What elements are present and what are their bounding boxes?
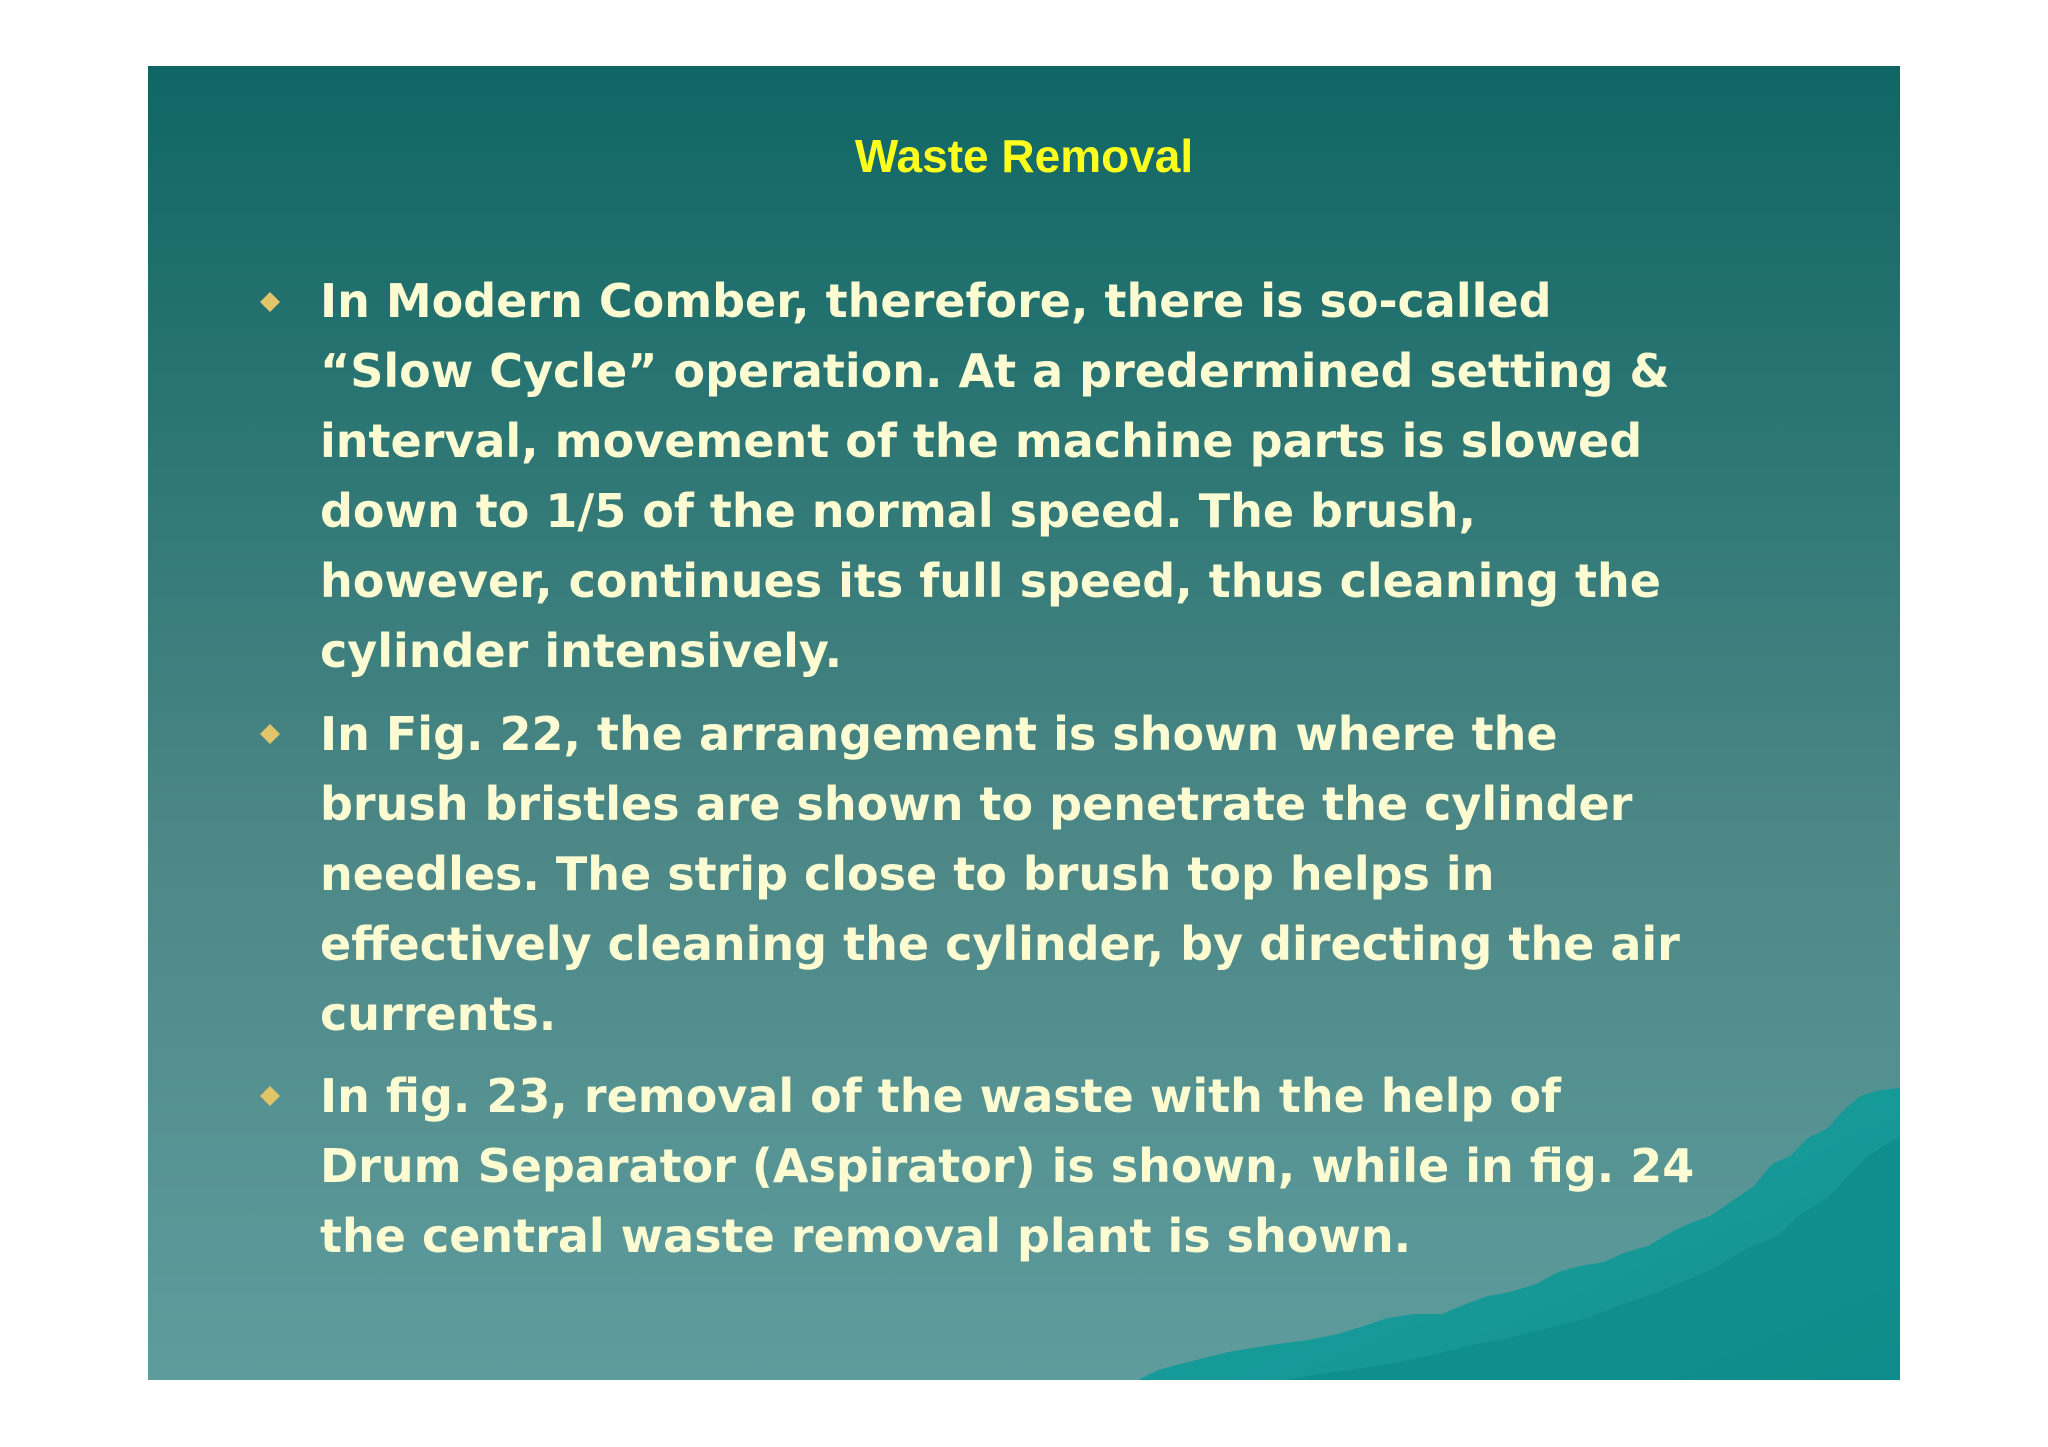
bullet-line: effectively cleaning the cylinder, by directing the air [320,917,1680,971]
bullet-text [320,266,1880,686]
bullet-line: however, continues its full speed, thus cleaning the [320,554,1661,608]
slide-title: Waste Removal [854,130,1194,182]
bullet-line: In fig. 23, removal of the waste with the help of [320,1069,1562,1123]
bullet-list [148,66,1900,1380]
slide [148,66,1900,1380]
bullet-line: brush bristles are shown to penetrate the cylinder [320,777,1633,831]
bullet-text [320,1061,1880,1271]
bullet-line: In Modern Comber, therefore, there is so-called [320,274,1552,328]
bullet-line: In Fig. 22, the arrangement is shown where the [320,707,1558,761]
bullet-line: down to 1/5 of the normal speed. The brush, [320,484,1477,538]
bullet-line: needles. The strip close to brush top helps in [320,847,1495,901]
bullet-line: the central waste removal plant is shown. [320,1209,1412,1263]
bullet-line: cylinder intensively. [320,624,843,678]
bullet-text [320,699,1880,1049]
bullet-line: interval, movement of the machine parts is slowed [320,414,1643,468]
diamond-bullet-icon [258,1084,282,1108]
bullet-line: currents. [320,987,557,1041]
bullet-line: “Slow Cycle” operation. At a predermined setting & [320,344,1670,398]
diamond-bullet-icon [258,722,282,746]
diamond-bullet-icon [258,290,282,314]
bullet-line: Drum Separator (Aspirator) is shown, while in fig. 24 [320,1139,1695,1193]
